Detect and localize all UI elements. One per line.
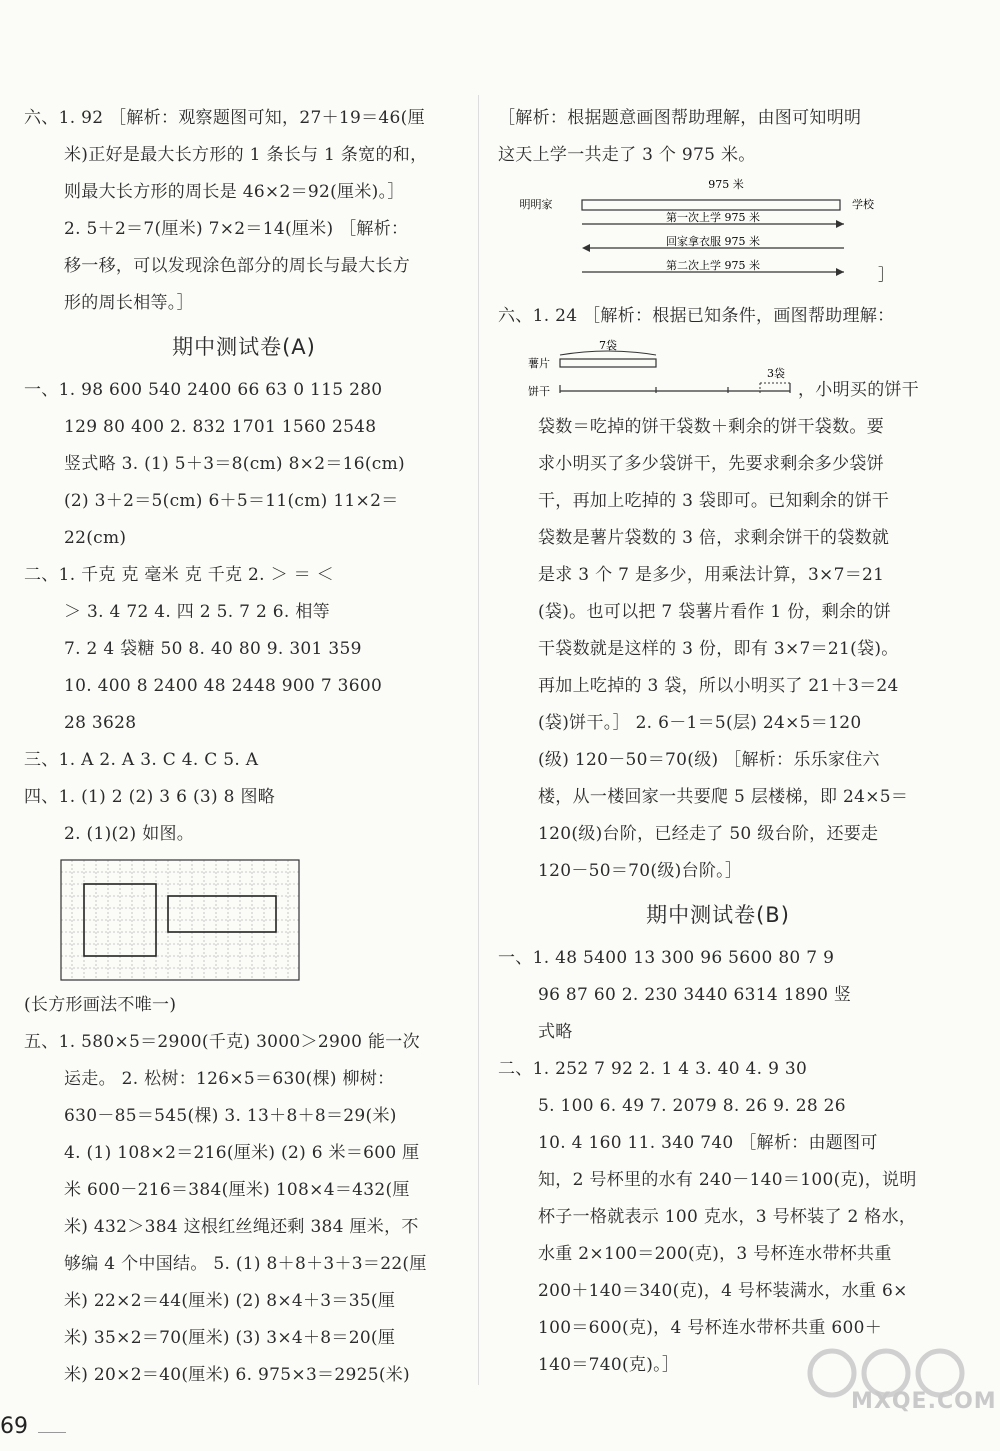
text-line: 形的周长相等。］	[64, 293, 194, 313]
text-line: 竖式略 3. (1) 5＋3＝8(cm) 8×2＝16(cm)	[64, 454, 405, 474]
text-line: 六、1. 24 ［解析：根据已知条件，画图帮助理解：	[498, 306, 895, 326]
text-line: 2. (1)(2) 如图。	[64, 824, 195, 844]
text-line: 袋数＝吃掉的饼干袋数＋剩余的饼干袋数。要	[538, 417, 884, 437]
home-label: 明明家	[519, 198, 553, 211]
section-heading-b: 期中测试卷(B)	[646, 903, 790, 927]
page-number: 69	[0, 1414, 28, 1439]
text-line: 移一移，可以发现涂色部分的周长与最大长方	[64, 256, 410, 276]
page-number-rule	[38, 1432, 66, 1433]
chips-count-label: 7袋	[599, 339, 617, 352]
text-line: 100＝600(克)，4 号杯连水带杯共重 600＋	[538, 1318, 883, 1338]
text-line: 4. (1) 108×2＝216(厘米) (2) 6 米＝600 厘	[64, 1143, 420, 1163]
text-line: 7. 2 4 袋糖 50 8. 40 80 9. 301 359	[64, 639, 362, 659]
text-line: 米 600－216＝384(厘米) 108×4＝432(厘	[64, 1180, 410, 1200]
column-divider	[478, 95, 479, 1385]
text-line: 22(cm)	[64, 528, 127, 548]
text-line: 四、1. (1) 2 (2) 3 6 (3) 8 图略	[24, 787, 276, 807]
route-distance-label: 975 米	[708, 178, 744, 191]
text-line: 米) 432＞384 这根红丝绳还剩 384 厘米，不	[64, 1217, 419, 1237]
text-line: 二、1. 千克 克 毫米 克 千克 2. ＞ ＝ ＜	[24, 565, 334, 585]
arrow-label-second: 第二次上学 975 米	[666, 259, 760, 272]
text-line: 米)正好是最大长方形的 1 条长与 1 条宽的和，	[64, 145, 428, 165]
text-line: 够编 4 个中国结。 5. (1) 8＋8＋3＋3＝22(厘	[64, 1254, 427, 1274]
text-line: 96 87 60 2. 230 3440 6314 1890 竖	[538, 985, 852, 1005]
text-line: ，小明买的饼干	[798, 380, 920, 400]
text-line: 五、1. 580×5＝2900(千克) 3000＞2900 能一次	[24, 1032, 420, 1052]
text-line: 米) 35×2＝70(厘米) (3) 3×4＋8＝20(厘	[64, 1328, 396, 1348]
text-line: 630－85＝545(棵) 3. 13＋8＋8＝29(米)	[64, 1106, 397, 1126]
text-line: 120(级)台阶，已经走了 50 级台阶，还要走	[538, 824, 879, 844]
text-line: 2. 5＋2＝7(厘米) 7×2＝14(厘米) ［解析：	[64, 219, 409, 239]
watermark-logo	[796, 1343, 997, 1439]
text-line: (袋)饼干。］ 2. 6－1＝5(层) 24×5＝120	[538, 713, 862, 733]
text-line: 10. 400 8 2400 48 2448 900 7 3600	[64, 676, 383, 696]
text-line: 129 80 400 2. 832 1701 1560 2548	[64, 417, 377, 437]
route-diagram	[498, 174, 938, 298]
text-line: 求小明买了多少袋饼干，先要求剩余多少袋饼	[538, 454, 884, 474]
right-column	[498, 100, 938, 1384]
text-line: (级) 120－50＝70(级) ［解析：乐乐家住六	[538, 750, 880, 770]
text-line: 28 3628	[64, 713, 137, 733]
text-line: 一、1. 98 600 540 2400 66 63 0 115 280	[24, 380, 383, 400]
left-column	[24, 100, 464, 1394]
text-line: 5. 100 6. 49 7. 2079 8. 26 9. 28 26	[538, 1096, 846, 1116]
text-line: ［解析：根据题意画图帮助理解，由图可知明明	[498, 108, 862, 128]
arrow-label-first: 第一次上学 975 米	[666, 211, 760, 224]
svg-text:］: ］	[878, 265, 895, 284]
text-line: 式略	[538, 1022, 573, 1042]
text-line: 米) 20×2＝40(厘米) 6. 975×3＝2925(米)	[64, 1365, 410, 1385]
text-line: 运走。 2. 松树：126×5＝630(棵) 柳树：	[64, 1069, 395, 1089]
text-line: (2) 3＋2＝5(cm) 6＋5＝11(cm) 11×2＝	[64, 491, 399, 511]
text-line: 10. 4 160 11. 340 740 ［解析：由题图可	[538, 1133, 878, 1153]
text-line: 三、1. A 2. A 3. C 4. C 5. A	[24, 750, 259, 770]
text-line: 一、1. 48 5400 13 300 96 5600 80 7 9	[498, 948, 835, 968]
text-line: 杯子一格就表示 100 克水，3 号杯装了 2 格水，	[538, 1207, 917, 1227]
text-line: 再加上吃掉的 3 袋，所以小明买了 21＋3＝24	[538, 676, 899, 696]
text-line: 这天上学一共走了 3 个 975 米。	[498, 145, 756, 165]
eaten-count-label: 3袋	[767, 367, 785, 380]
text-line: 水重 2×100＝200(克)，3 号杯连水带杯共重	[538, 1244, 892, 1264]
text-line: (袋)。也可以把 7 袋薯片看作 1 份，剩余的饼	[538, 602, 892, 622]
text-line: 干，再加上吃掉的 3 袋即可。已知剩余的饼干	[538, 491, 890, 511]
text-line: 六、1. 92 ［解析：观察题图可知，27＋19＝46(厘	[24, 108, 425, 128]
rectangle-grid-figure	[60, 859, 300, 981]
text-line: 140＝740(克)。］	[538, 1355, 680, 1375]
section-heading-a: 期中测试卷(A)	[172, 335, 316, 359]
text-line: ＞ 3. 4 72 4. 四 2 5. 7 2 6. 相等	[64, 602, 330, 622]
text-line: 袋数是薯片袋数的 3 倍，求剩余饼干的袋数就	[538, 528, 890, 548]
text-line: 则最大长方形的周长是 46×2＝92(厘米)。］	[64, 182, 405, 202]
text-line: 米) 22×2＝44(厘米) (2) 8×4＋3＝35(厘	[64, 1291, 396, 1311]
text-line: 200＋140＝340(克)，4 号杯装满水，水重 6×	[538, 1281, 908, 1301]
cookies-label: 饼干	[528, 385, 550, 398]
arrow-label-return: 回家拿衣服 975 米	[666, 235, 760, 248]
bar-model-diagram	[498, 335, 938, 409]
text-line: 二、1. 252 7 92 2. 1 4 3. 40 4. 9 30	[498, 1059, 808, 1079]
text-line: (长方形画法不唯一)	[24, 995, 177, 1015]
chips-label: 薯片	[528, 357, 550, 370]
text-line: 楼，从一楼回家一共要爬 5 层楼梯，即 24×5＝	[538, 787, 909, 807]
text-line: 干袋数就是这样的 3 份，即有 3×7＝21(袋)。	[538, 639, 899, 659]
school-label: 学校	[852, 198, 874, 211]
text-line: 是求 3 个 7 是多少，用乘法计算，3×7＝21	[538, 565, 885, 585]
text-line: 120－50＝70(级)台阶。］	[538, 861, 743, 881]
watermark-text: MXQE.COM	[851, 1389, 997, 1414]
text-line: 知，2 号杯里的水有 240－140＝100(克)，说明	[538, 1170, 917, 1190]
